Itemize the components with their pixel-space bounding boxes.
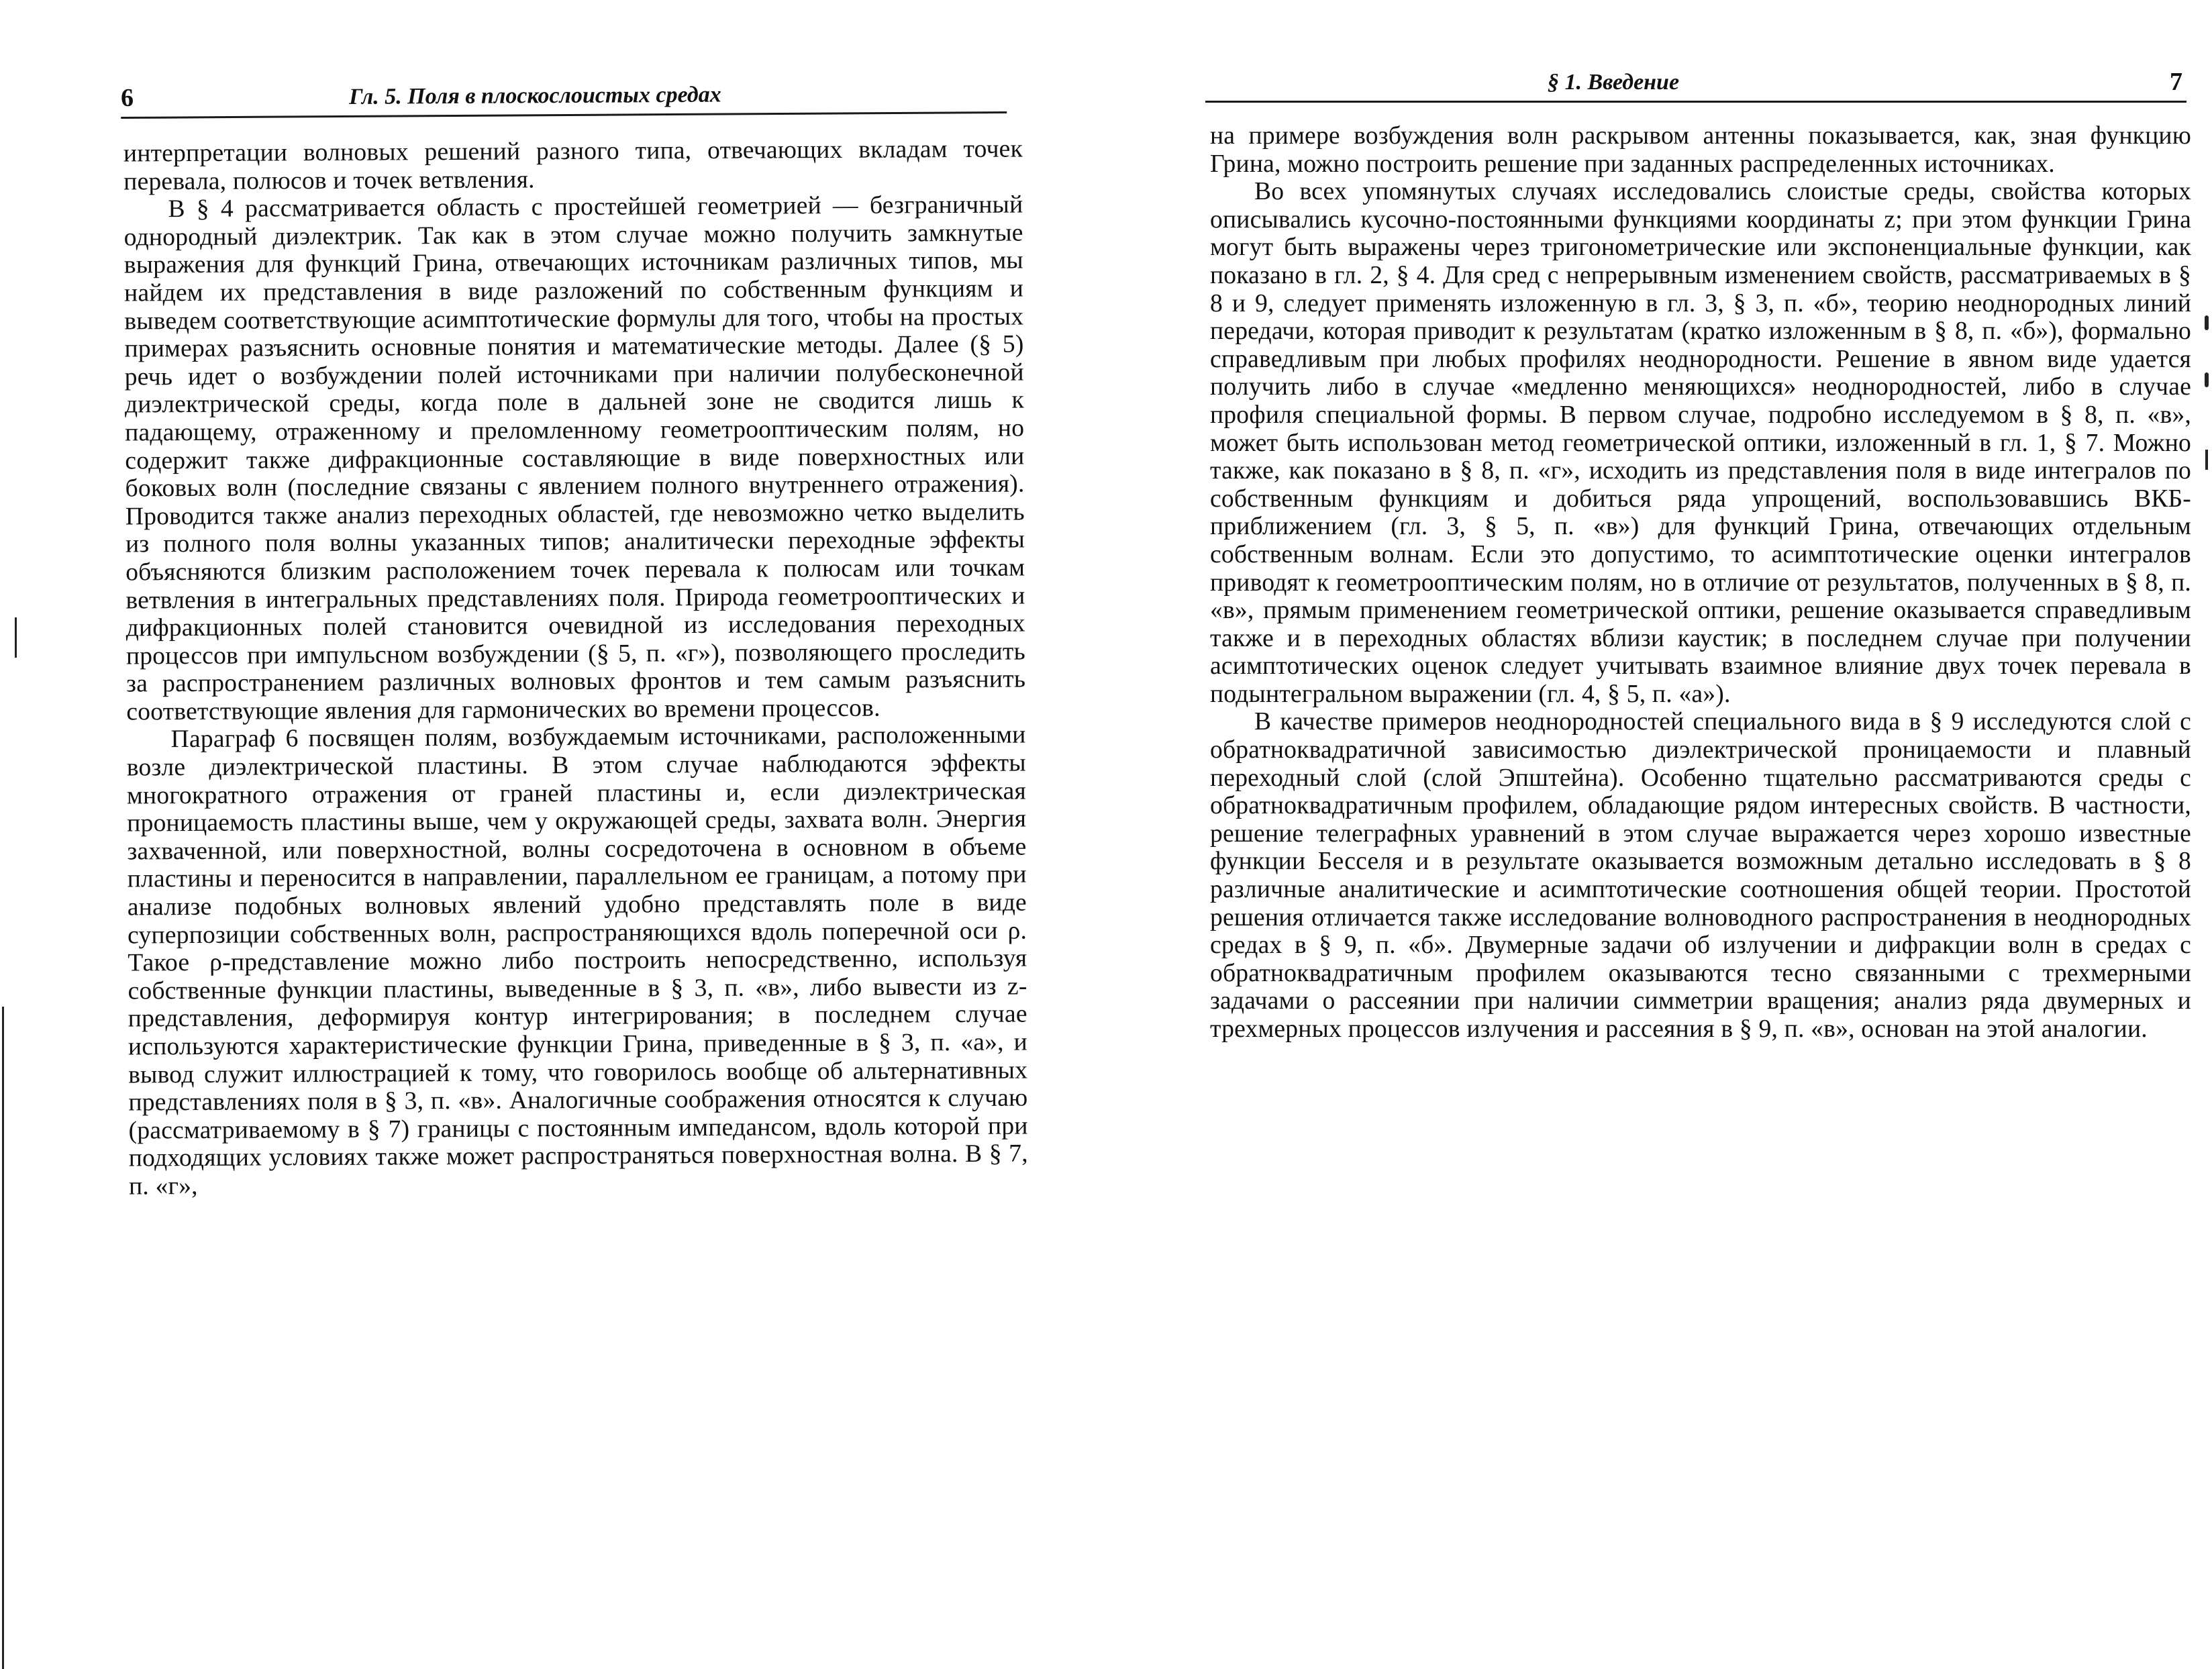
scan-edge-mark — [2205, 450, 2208, 470]
left-paragraph-2: В § 4 рассматривается область с простейшей геометрией — безграничный однородный диэлектрик. Так как в этом случае можно получить замкнутые выражения для функций Грина, отвечающих источникам различных типов, мы найдем их представления в виде разложений по собственным функциям и выведем соответствующие асимптотические формулы для того, чтобы на простых примерах разъяснить основные понятия и математические методы. Далее (§ 5) речь идет о возбуждении полей источниками при наличии полубесконечной диэлектрической среды, когда поле в дальней зоне не сводится лишь к падающему, отраженному и преломленному геометрооптическим полям, но содержит также дифракционные составляющие в виде поверхностных или боковых волн (последние связаны с явлением полного внутреннего отражения). Проводится также анализ переходных областей, где невозможно четко выделить из полного поля волны указанных типов; аналитически переходные эффекты объясняются близким расположением точек перевала к полюсам или точкам ветвления в интегральных представлениях поля. Природа геометрооптических и дифракционных полей становится очевидной из исследования переходных процессов при импульсном возбуждении (§ 5, п. «г»), позволяющего проследить за распространением различных волновых фронтов и тем самым разъяснить соответствующие явления для гармонических во времени процессов. — [123, 191, 1026, 726]
left-page-body — [123, 136, 1028, 1201]
right-page-header — [1205, 47, 2186, 103]
scan-edge-mark — [2205, 372, 2209, 387]
left-paragraph-1: интерпретации волновых решений разного типа, отвечающих вкладам точек перевала, полюсов и точек ветвления. — [123, 135, 1023, 196]
left-paragraph-3: Параграф 6 посвящен полям, возбуждаемым источниками, расположенными возле диэлектрической пластины. В этом случае наблюдаются эффекты многократного отражения от граней пластины и, если диэлектрическая проницаемость пластины выше, чем у окружающей среды, захвата волн. Энергия захваченной, или поверхностной, волны сосредоточена в основном в объеме пластины и переносится в направлении, параллельном ее границам, а потому при анализе подобных волновых явлений удобно представлять поле в виде суперпозиции собственных волн, распространяющихся вдоль поперечной оси ρ. Такое ρ-представление можно либо построить непосредственно, используя собственные функции пластины, выведенные в § 3, п. «в», либо вывести из z-представления, деформируя контур интегрирования; в последнем случае используются характеристические функции Грина, приведенные в § 3, п. «а», и вывод служит иллюстрацией к тому, что говорилось вообще об альтернативных представлениях поля в § 3, п. «в». Аналогичные соображения относятся к случаю (рассматриваемому в § 7) границы с постоянным импедансом, вдоль которой при подходящих условиях также может распространяться поверхностная волна. В § 7, п. «г», — [126, 721, 1028, 1201]
right-paragraph-3: В качестве примеров неоднородностей специального вида в § 9 исследуются слой с обратноквадратичной зависимостью диэлектрической проницаемости и плавный переходный слой (слой Эпштейна). Особенно тщательно рассматриваются среды с обратноквадратичным профилем, обладающие рядом интересных свойств. В частности, решение телеграфных уравнений в этом случае выражается через хорошо известные функции Бесселя и в результате оказывается возможным детально исследовать в § 8 различные аналитические и асимптотические соотношения общей теории. Простотой решения отличается также исследование волноводного распространения в неоднородных средах в § 9, п. «б». Двумерные задачи об излучении и дифракции волн в средах с обратноквадратичным профилем оказываются тесно связанными с трехмерными задачами о рассеянии при наличии симметрии вращения; анализ ряда двумерных и трехмерных процессов излучения и рассеяния в § 9, п. «в», основан на этой аналогии. — [1210, 708, 2191, 1043]
scan-edge-mark — [2205, 315, 2209, 330]
right-paragraph-2: Во всех упомянутых случаях исследовались слоистые среды, свойства которых описывались кусочно-постоянными функциями координаты z; при этом функции Грина могут быть выражены через тригонометрические или экспоненциальные функции, как показано в гл. 2, § 4. Для сред с непрерывным изменением свойств, рассматриваемых в § 8 и 9, следует применять изложенную в гл. 3, § 3, п. «б», теорию неоднородных линий передачи, которая приводит к результатам (кратко изложенным в § 8, п. «б»), формально справедливым при любых профилях неоднородности. Решение в явном виде удается получить либо в случае «медленно меняющихся» неоднородностей, либо в случае профиля специальной формы. В первом случае, подробно исследуемом в § 8, п. «в», может быть использован метод геометрической оптики, изложенный в гл. 1, § 7. Можно также, как показано в § 8, п. «г», исходить из представления поля в виде интегралов по собственным функциям и добиться ряда упрощений, воспользовавшись ВКБ-приближением (гл. 3, § 5, п. «в») для функций Грина, отвечающих отдельным собственным волнам. Если это допустимо, то асимптотические оценки интегралов приводят к геометрооптическим полям, но в отличие от результатов, полученных в § 8, п. «в», прямым применением геометрической оптики, решение оказывается справедливым также и в переходных областях вблизи каустик; в последнем случае при получении асимптотических оценок следует учитывать взаимное влияние двух точек перевала в подынтегральном выражении (гл. 4, § 5, п. «а»). — [1210, 178, 2191, 708]
scan-edge-rule — [2, 1007, 4, 1669]
right-page-body — [1210, 122, 2191, 1044]
scan-spine-mark — [15, 617, 17, 658]
left-running-title: Гл. 5. Поля в плоскослоистых средах — [348, 82, 721, 109]
left-page-number: 6 — [120, 83, 134, 113]
right-running-title: § 1. Введение — [1548, 70, 1680, 95]
right-paragraph-1: на примере возбуждения волн раскрывом антенны показывается, как, зная функцию Грина, можно построить решение при заданных распределенных источниках. — [1210, 122, 2191, 178]
right-page-number: 7 — [2170, 68, 2182, 96]
left-page-header — [121, 58, 1007, 119]
right-page — [1106, 0, 2212, 1669]
